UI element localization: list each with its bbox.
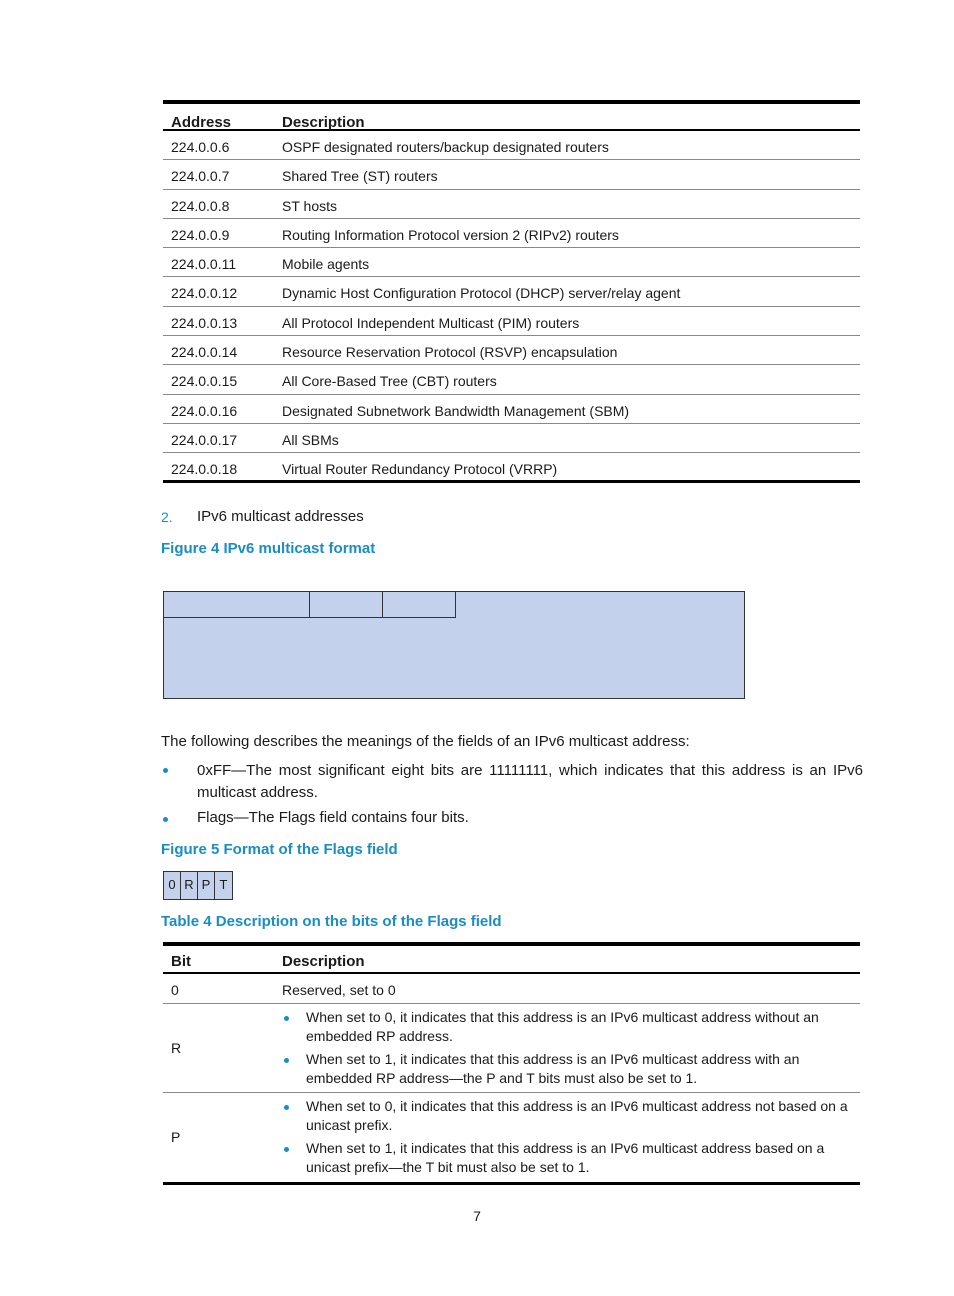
- description-cell: All SBMs: [282, 431, 339, 448]
- description-bullet: When set to 1, it indicates that this address is an IPv6 multicast address with an embedded RP address—the P and T bits must also be set to 1.: [306, 1051, 800, 1086]
- ipv6-multicast-format-figure: [163, 591, 745, 699]
- table-row: [163, 453, 860, 482]
- section-number: 2.: [161, 509, 173, 525]
- bullet-icon: [284, 1058, 289, 1063]
- table-row: [163, 974, 860, 1004]
- column-header-description: Description: [282, 114, 365, 131]
- address-cell: 224.0.0.9: [171, 226, 230, 243]
- flag-bit-t: T: [215, 872, 232, 899]
- figure-field-segment: [310, 592, 383, 618]
- bit-cell: R: [171, 1040, 182, 1056]
- address-cell: 224.0.0.14: [171, 344, 238, 361]
- description-cell: ST hosts: [282, 197, 337, 214]
- multicast-address-table: [163, 100, 860, 483]
- bullet-icon: [284, 1147, 289, 1152]
- figure-5-caption: Figure 5 Format of the Flags field: [161, 841, 398, 858]
- flags-bits-table: [163, 942, 860, 1185]
- bullet-item: 0xFF—The most significant eight bits are 11111111, which indicates that this address is an IPv6 multicast address.: [197, 762, 863, 801]
- flag-bit-r: R: [181, 872, 198, 899]
- table-row: [163, 160, 860, 189]
- description-bullet: When set to 0, it indicates that this address is an IPv6 multicast address without an embedded RP address.: [306, 1009, 819, 1044]
- address-cell: 224.0.0.13: [171, 314, 238, 331]
- description-cell: Designated Subnetwork Bandwidth Management (SBM): [282, 402, 630, 419]
- description-cell: All Protocol Independent Multicast (PIM) routers: [282, 314, 580, 331]
- table-row: [163, 365, 860, 394]
- bullet-icon: [163, 817, 168, 822]
- address-cell: 224.0.0.11: [171, 256, 237, 273]
- address-cell: 224.0.0.6: [171, 139, 230, 155]
- address-cell: 224.0.0.16: [171, 402, 238, 419]
- address-cell: 224.0.0.18: [171, 461, 238, 478]
- table-row: [163, 1093, 860, 1185]
- description-cell: All Core-Based Tree (CBT) routers: [282, 373, 497, 390]
- table-header: [163, 100, 860, 131]
- table-row: [163, 307, 860, 336]
- table-row: [163, 395, 860, 424]
- description-cell: Virtual Router Redundancy Protocol (VRRP): [282, 461, 558, 478]
- bit-cell: P: [171, 1129, 181, 1145]
- description-cell: Reserved, set to 0: [282, 982, 396, 998]
- table-row: [163, 219, 860, 248]
- table-row: [163, 1004, 860, 1093]
- intro-paragraph: The following describes the meanings of the fields of an IPv6 multicast address:: [161, 733, 690, 750]
- table-row: [163, 277, 860, 306]
- flag-bit-p: P: [198, 872, 215, 899]
- address-cell: 224.0.0.12: [171, 285, 238, 302]
- description-cell: Shared Tree (ST) routers: [282, 168, 438, 185]
- figure-4-caption: Figure 4 IPv6 multicast format: [161, 540, 376, 557]
- table-row: [163, 190, 860, 219]
- table-row: [163, 336, 860, 365]
- table-header: [163, 942, 860, 974]
- description-bullet: When set to 0, it indicates that this address is an IPv6 multicast address not based on a unicast prefix.: [306, 1098, 848, 1133]
- description-cell: Mobile agents: [282, 256, 370, 273]
- figure-field-segment: [383, 592, 456, 618]
- bullet-icon: [284, 1016, 289, 1021]
- table-4-caption: Table 4 Description on the bits of the Flags field: [161, 913, 502, 930]
- bullet-item: Flags—The Flags field contains four bits.: [197, 809, 469, 826]
- address-cell: 224.0.0.15: [171, 373, 238, 390]
- table-row: [163, 131, 860, 160]
- flag-bit-0: 0: [164, 872, 181, 899]
- address-cell: 224.0.0.8: [171, 197, 230, 214]
- column-header-bit: Bit: [171, 953, 191, 970]
- bullet-icon: [284, 1105, 289, 1110]
- address-cell: 224.0.0.17: [171, 431, 238, 448]
- description-bullet: When set to 1, it indicates that this address is an IPv6 multicast address based on a unicast prefix—the T bit must also be set to 1.: [306, 1140, 825, 1175]
- column-header-address: Address: [171, 114, 232, 131]
- description-cell: Resource Reservation Protocol (RSVP) encapsulation: [282, 344, 618, 361]
- page-number: 7: [473, 1208, 481, 1224]
- bit-cell: 0: [171, 982, 179, 998]
- figure-field-segment: [164, 592, 310, 618]
- table-row: [163, 248, 860, 277]
- table-row: [163, 424, 860, 453]
- bullet-icon: [163, 768, 168, 773]
- column-header-description: Description: [282, 953, 365, 970]
- flags-field-figure: [163, 871, 233, 900]
- description-cell: Routing Information Protocol version 2 (RIPv2) routers: [282, 226, 619, 243]
- description-cell: Dynamic Host Configuration Protocol (DHCP) server/relay agent: [282, 285, 681, 302]
- section-title: IPv6 multicast addresses: [197, 508, 364, 525]
- address-cell: 224.0.0.7: [171, 168, 230, 185]
- description-cell: OSPF designated routers/backup designated routers: [282, 139, 609, 155]
